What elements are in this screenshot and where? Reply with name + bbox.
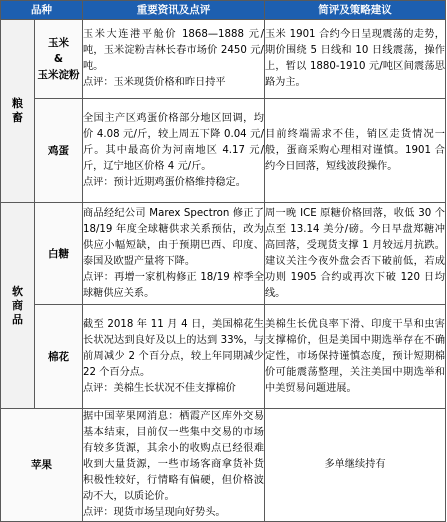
news-egg-comment: 点评：预计近期鸡蛋价格维持稳定。 <box>83 176 246 188</box>
news-egg-text: 全国主产区鸡蛋价格部分地区回调，均价 4.08 元/斤，较上周五下降 0.04 元/斤。其中最高价为河南地区 4.17 元/斤，辽宁地区价格 4 元/斤。 <box>83 112 264 172</box>
news-cotton <box>83 305 265 409</box>
news-corn <box>83 20 265 99</box>
header-news: 重要资讯及点评 <box>83 1 265 20</box>
product-apple: 苹果 <box>1 409 83 522</box>
group-soft <box>1 203 35 409</box>
group-grain <box>1 20 35 203</box>
group-grain-char: 畜 <box>12 111 23 124</box>
header-variety: 品种 <box>1 1 83 20</box>
group-soft-char: 品 <box>12 312 23 326</box>
news-cotton-comment: 点评：美棉生长状况不佳支撑棉价 <box>83 382 236 394</box>
table-row-cotton <box>1 305 446 409</box>
news-apple-text: 据中国苹果网消息：栖霞产区库外交易基本结束，目前仅一些集中交易的市场有较多货源，其余小的收购点已经很难收到大量货源，一些市场客商拿货补货积极性较好，行情略有偏硬，但价格波动不大，以质论价。 <box>83 411 264 502</box>
table-row-egg <box>1 99 446 203</box>
product-corn-line: 玉米淀粉 <box>37 69 80 81</box>
group-soft-char: 商 <box>12 298 23 312</box>
table-row-apple <box>1 409 446 522</box>
news-sugar-comment: 点评：再增一家机构修正 18/19 榨季全球糖供应关系。 <box>83 271 264 299</box>
news-corn-comment: 点评：玉米现货价格和昨日持平 <box>83 77 226 88</box>
table-header-row <box>1 1 446 20</box>
group-grain-char: 粮 <box>12 97 23 110</box>
table-row-sugar <box>1 203 446 305</box>
news-corn-text: 玉米大连港平舱价 1868—1888 元/吨，玉米淀粉吉林长春市场价 2450 元/吨。 <box>83 29 264 72</box>
product-corn-line: & <box>53 53 64 65</box>
group-soft-char: 软 <box>12 284 23 298</box>
news-apple-comment: 点评：现货市场呈现向好势头。 <box>83 507 226 518</box>
strategy-sugar: 周一晚 ICE 原糖价格回落，收低 30 个点至 13.14 美分/磅。今日早盘郑糖冲高回落，受现货支撑 1 月较远月抗跌。建议关注今夜外盘会否下破前低，若成功则 1905 合约或再次下破 120 日均线。 <box>265 203 446 305</box>
news-sugar <box>83 203 265 305</box>
product-corn-line: 玉米 <box>48 37 69 49</box>
strategy-corn: 玉米 1901 合约今日呈现震荡的走势，期价围绕 5 日线和 10 日线震荡，操作上，暂以 1880-1910 元/吨区间震荡思路为主。 <box>265 20 446 99</box>
news-cotton-text: 截至 2018 年 11 月 4 日，美国棉花生长状况达到良好及以上的达到 33%，与前周减少 2 个百分点，较上年同期减少 22 个百分点。 <box>83 318 264 378</box>
header-strategy: 简评及策略建议 <box>265 1 446 20</box>
product-corn <box>35 20 83 99</box>
news-egg <box>83 99 265 203</box>
strategy-cotton: 美棉生长优良率下滑、印度干旱和虫害支撑棉价，但是美国中期选举存在不确定性，市场保持谨慎态度，预计短期棉价可能震荡整理，关注美国中期选举和中美贸易问题进展。 <box>265 305 446 409</box>
product-cotton: 棉花 <box>35 305 83 409</box>
strategy-apple: 多单继续持有 <box>265 409 446 522</box>
product-egg: 鸡蛋 <box>35 99 83 203</box>
news-sugar-text: 商品经纪公司 Marex Spectron 修正了 18/19 年度全球糖供求关系预估，改为供应小幅短缺，由于预期巴西、印度、泰国及欧盟产量将下降。 <box>83 207 264 267</box>
strategy-egg: 目前终端需求不佳，销区走货情况一般，蛋商采购心理相对谨慎。1901 合约今日回落，短线波段操作。 <box>265 99 446 203</box>
news-apple <box>83 409 265 522</box>
product-sugar: 白糖 <box>35 203 83 305</box>
table-row-corn <box>1 20 446 99</box>
